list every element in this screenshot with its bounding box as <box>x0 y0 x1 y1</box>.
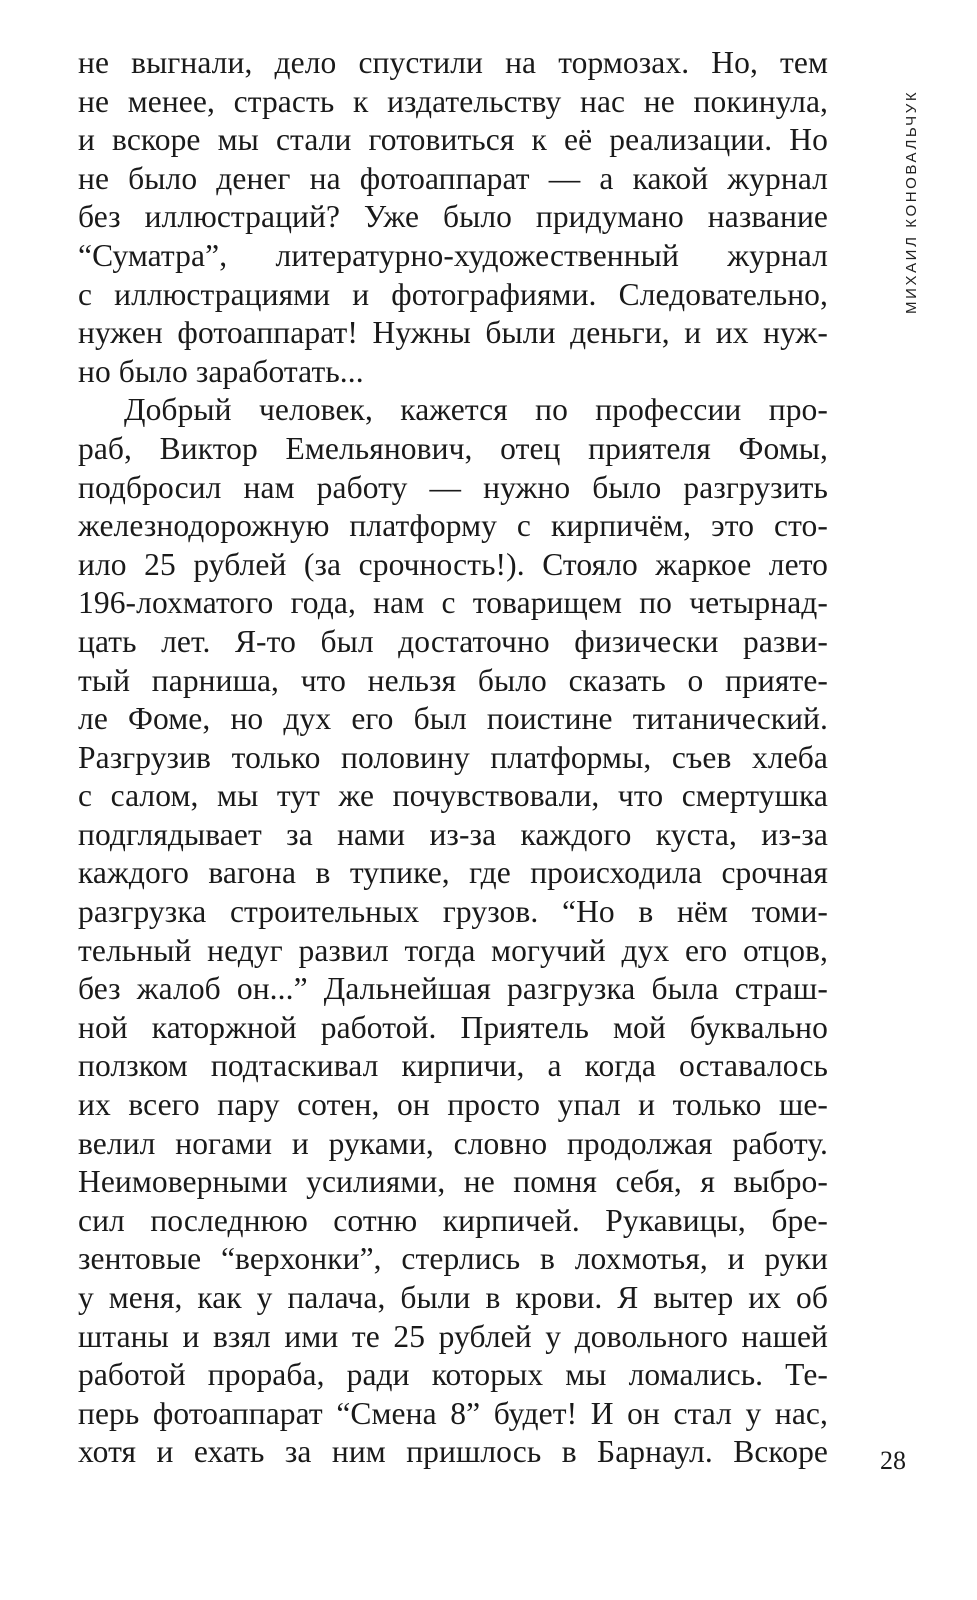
text-line: ползком подтаскивал кирпичи, а когда оставалось <box>78 1048 828 1084</box>
body-text <box>78 44 828 1472</box>
text-line: ило 25 рублей (за срочность!). Стояло жаркое лето <box>78 546 828 582</box>
text-line: без жалоб он...” Дальнейшая разгрузка была страш- <box>78 971 828 1007</box>
text-line: не менее, страсть к издательству нас не покинула, <box>78 83 828 119</box>
text-line: 196-лохматого года, нам с товарищем по четырнад- <box>78 585 828 621</box>
text-line: каждого вагона в тупике, где происходила срочная <box>78 855 828 891</box>
text-line: но было заработать... <box>78 353 364 389</box>
text-line: их всего пару сотен, он просто упал и только ше- <box>78 1087 828 1123</box>
text-line: раб, Виктор Емельянович, отец приятеля Фомы, <box>78 430 828 466</box>
text-line: разгрузка строительных грузов. “Но в нём томи- <box>78 894 828 930</box>
text-line: тый парниша, что нельзя было сказать о прияте- <box>78 662 828 698</box>
text-line: тельный недуг развил тогда могучий дух его отцов, <box>78 932 828 968</box>
text-line: Разгрузив только половину платформы, съев хлеба <box>78 739 828 775</box>
text-line: сил последнюю сотню кирпичей. Рукавицы, бре- <box>78 1202 828 1238</box>
text-line: цать лет. Я-то был достаточно физически разви- <box>78 623 828 659</box>
text-line: хотя и ехать за ним пришлось в Барнаул. Вскоре <box>78 1434 828 1470</box>
text-line: подбросил нам работу — нужно было разгрузить <box>78 469 828 505</box>
text-line: перь фотоаппарат “Смена 8” будет! И он стал у нас, <box>78 1395 828 1431</box>
text-line: подглядывает за нами из-за каждого куста, из-за <box>78 816 828 852</box>
text-line: ле Фоме, но дух его был поистине титанический. <box>78 701 828 737</box>
text-line: с салом, мы тут же почувствовали, что смертушка <box>78 778 828 814</box>
text-line: Неимоверными усилиями, не помня себя, я выбро- <box>78 1164 828 1200</box>
text-line: Добрый человек, кажется по профессии про- <box>124 392 828 428</box>
text-line: велил ногами и руками, словно продолжая работу. <box>78 1125 828 1161</box>
paragraph <box>78 391 828 1472</box>
text-line: ной каторжной работой. Приятель мой буквально <box>78 1009 828 1045</box>
text-line: нужен фотоаппарат! Нужны были деньги, и их нуж- <box>78 315 828 351</box>
running-head-author: МИХАИЛ КОНОВАЛЬЧУК <box>903 89 920 314</box>
text-line: не выгнали, дело спустили на тормозах. Но, тем <box>78 45 828 80</box>
text-line: железнодорожную платформу с кирпичём, это сто- <box>78 508 828 544</box>
text-line: с иллюстрациями и фотографиями. Следовательно, <box>78 276 828 312</box>
text-line: не было денег на фотоаппарат — а какой журнал <box>78 160 828 196</box>
paragraph <box>78 44 828 391</box>
text-line: без иллюстраций? Уже было придумано название <box>78 199 828 235</box>
text-line: штаны и взял ими те 25 рублей у довольного нашей <box>78 1318 828 1354</box>
text-line: и вскоре мы стали готовиться к её реализации. Но <box>78 122 828 158</box>
text-line: “Суматра”, литературно-художественный журнал <box>78 237 828 273</box>
page-number: 28 <box>880 1446 906 1475</box>
text-line: зентовые “верхонки”, стерлись в лохмотья, и руки <box>78 1241 828 1277</box>
text-line: у меня, как у палача, были в крови. Я вытер их об <box>78 1280 828 1315</box>
text-line: работой прораба, ради которых мы ломались. Те- <box>78 1357 828 1393</box>
